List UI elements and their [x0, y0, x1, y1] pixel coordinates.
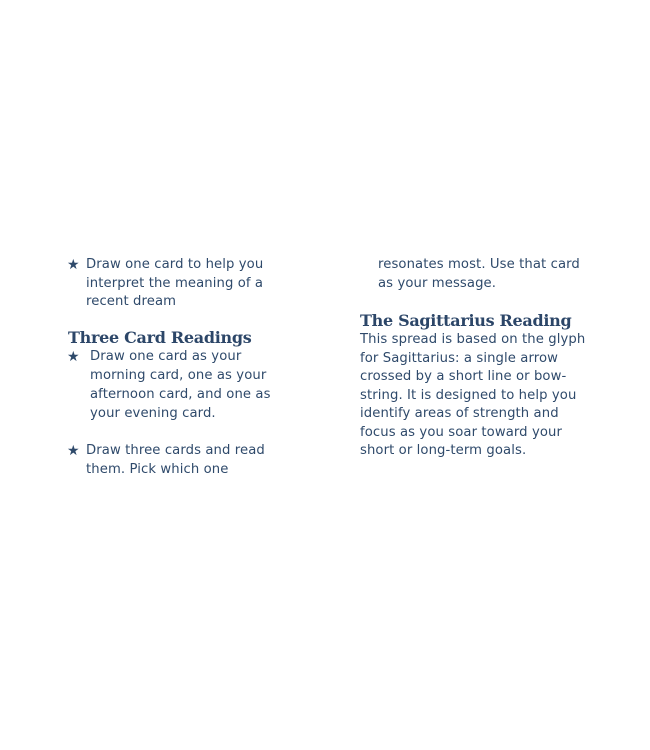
bullet-text-line: your evening card.	[90, 406, 216, 421]
body-line: string. It is designed to help you	[360, 388, 577, 403]
continuation-line: resonates most. Use that card	[378, 257, 580, 272]
body-line: crossed by a short line or bow-	[360, 369, 567, 384]
bullet-text-line: Draw three cards and read	[86, 443, 265, 458]
body-line: focus as you soar toward your	[360, 425, 562, 440]
section-heading-sagittarius: The Sagittarius Reading	[360, 311, 572, 330]
body-line: for Sagittarius: a single arrow	[360, 351, 559, 366]
bullet-text-line: interpret the meaning of a	[86, 276, 264, 291]
star-icon: ★	[67, 443, 80, 459]
star-icon: ★	[67, 257, 80, 273]
star-icon: ★	[67, 349, 80, 365]
bullet-text-line: them. Pick which one	[86, 462, 229, 477]
bullet-text-line: recent dream	[86, 294, 177, 309]
body-line: This spread is based on the glyph	[360, 332, 586, 347]
bullet-text-line: Draw one card as your	[90, 349, 242, 364]
continuation-line: as your message.	[378, 276, 497, 291]
bullet-text-line: afternoon card, and one as	[90, 387, 271, 402]
body-line: identify areas of strength and	[360, 406, 559, 421]
section-heading-three-card: Three Card Readings	[68, 328, 252, 347]
bullet-text-line: Draw one card to help you	[86, 257, 264, 272]
body-line: short or long-term goals.	[360, 443, 527, 458]
bullet-text-line: morning card, one as your	[90, 368, 267, 383]
